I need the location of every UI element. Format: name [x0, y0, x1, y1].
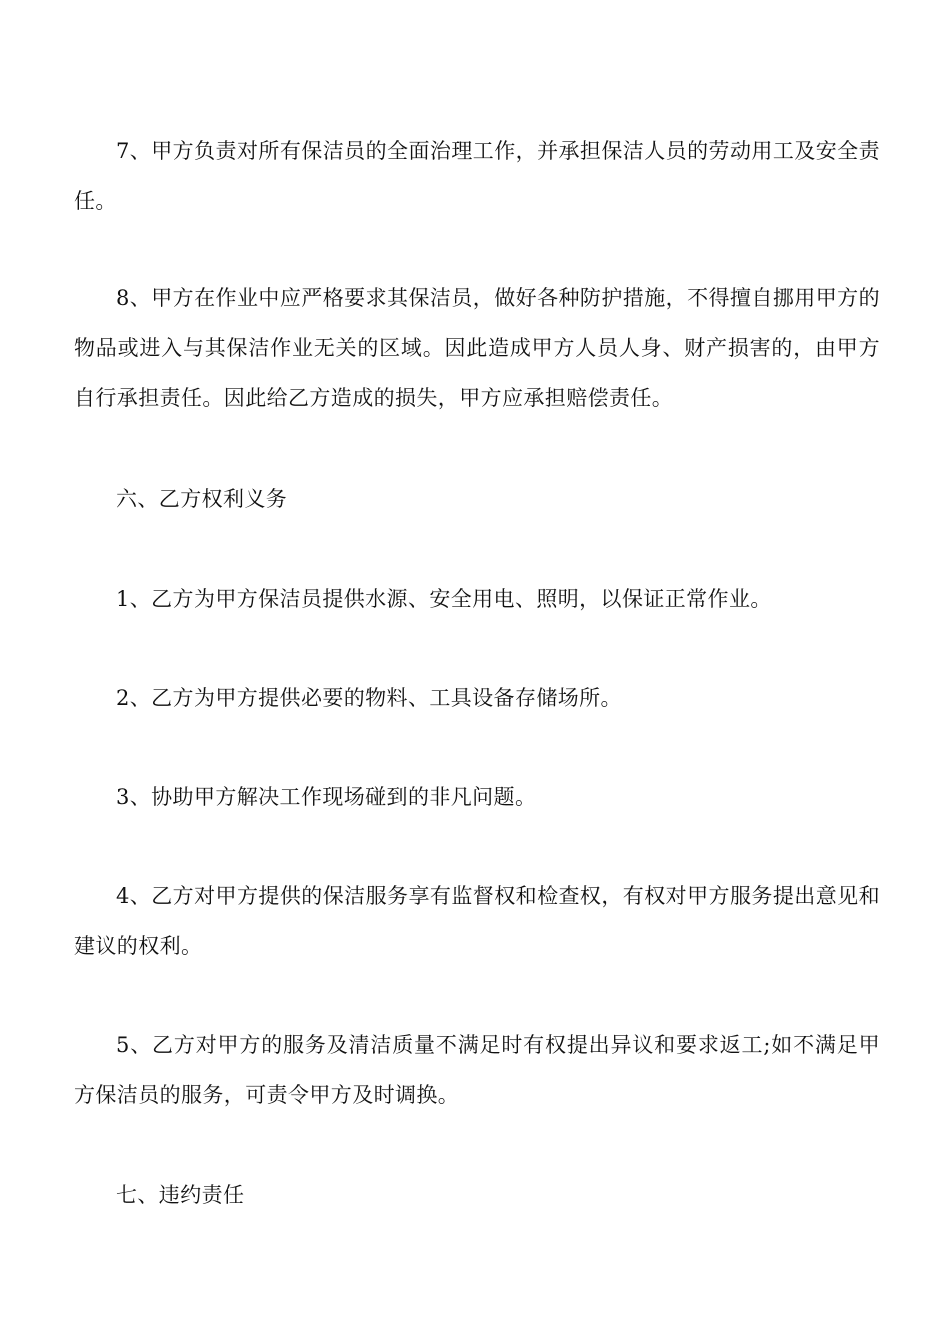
- section-6-item-5: 5、乙方对甲方的服务及清洁质量不满足时有权提出异议和要求返工;如不满足甲方保洁员的服务，可责令甲方及时调换。: [74, 1033, 880, 1107]
- section-6-item-4: 4、乙方对甲方提供的保洁服务享有监督权和检查权，有权对甲方服务提出意见和建议的权利。: [74, 884, 880, 958]
- clause-8-paragraph: 8、甲方在作业中应严格要求其保洁员，做好各种防护措施，不得擅自挪用甲方的物品或进入与其保洁作业无关的区域。因此造成甲方人员人身、财产损害的，由甲方自行承担责任。因此给乙方造成的损失，甲方应承担赔偿责任。: [74, 286, 880, 410]
- clause-7-paragraph: 7、甲方负责对所有保洁员的全面治理工作，并承担保洁人员的劳动用工及安全责任。: [74, 139, 880, 213]
- section-6-heading: 六、乙方权利义务: [116, 487, 288, 511]
- section-6-item-1: 1、乙方为甲方保洁员提供水源、安全用电、照明，以保证正常作业。: [116, 587, 772, 611]
- section-6-item-2: 2、乙方为甲方提供必要的物料、工具设备存储场所。: [116, 686, 622, 710]
- section-6-item-3: 3、协助甲方解决工作现场碰到的非凡问题。: [116, 785, 537, 809]
- section-7-heading: 七、违约责任: [116, 1183, 245, 1207]
